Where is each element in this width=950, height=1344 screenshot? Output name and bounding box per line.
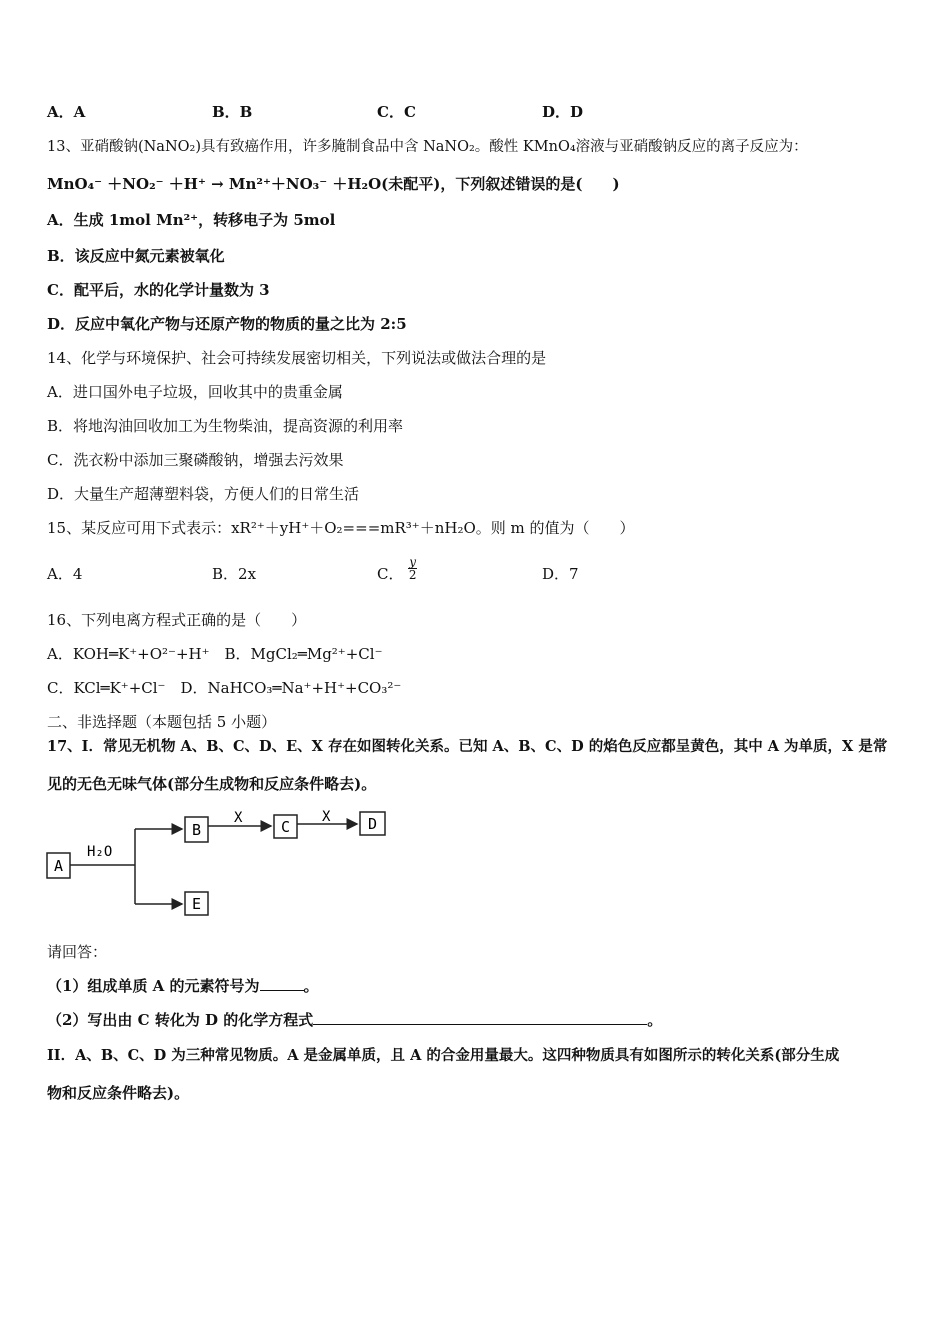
q17-sub-1-prefix: （1）组成单质 A 的元素符号为 (47, 977, 260, 995)
q12-option-a: A．A (47, 103, 86, 121)
q15-option-a: A．4 (47, 565, 83, 583)
conversion-diagram (44, 804, 394, 920)
q14-stem: 14、化学与环境保护、社会可持续发展密切相关，下列说法或做法合理的是 (47, 349, 547, 367)
label-x-2: X (322, 809, 331, 825)
please-answer: 请回答： (47, 943, 108, 961)
q15-option-b: B．2x (212, 565, 257, 583)
q12-option-b: B．B (212, 103, 253, 121)
q17-sub-1 (47, 976, 319, 996)
q15-stem: 15、某反应可用下式表示：xR²⁺＋yH⁺＋O₂===mR³⁺＋nH₂O。则 m 的值为（ ） (47, 519, 635, 537)
section-heading: 二、非选择题（本题包括 5 小题） (47, 713, 277, 731)
q13-option-b: B．该反应中氮元素被氧化 (47, 247, 225, 265)
q13-stem-line-2: MnO₄⁻ ＋NO₂⁻ ＋H⁺ → Mn²⁺＋NO₃⁻ ＋H₂O(未配平)，下列叙述错误的是( ) (47, 175, 620, 193)
q15-option-d: D．7 (542, 565, 579, 583)
q17-sub-2-prefix: （2）写出由 C 转化为 D 的化学方程式 (47, 1011, 314, 1029)
q13-option-a: A．生成 1mol Mn²⁺，转移电子为 5mol (47, 211, 336, 229)
q15-option-c-fraction (408, 556, 417, 581)
fraction-numerator: y (409, 555, 417, 569)
q15-option-c (377, 553, 417, 584)
label-h2o: H₂O (87, 844, 113, 860)
q15-option-c-label: C． (377, 565, 404, 583)
q17-sub-2 (47, 1010, 662, 1030)
q14-option-a: A．进口国外电子垃圾，回收其中的贵重金属 (47, 383, 343, 401)
q16-options-row-1: A．KOH═K⁺+O²⁻+H⁺ B．MgCl₂═Mg²⁺+Cl⁻ (47, 645, 383, 663)
q17-part2-line-1: II．A、B、C、D 为三种常见物质。A 是金属单质，且 A 的合金用量最大。这四种物质具有如图所示的转化关系(部分生成 (47, 1047, 840, 1064)
q17-part1-line-2: 见的无色无味气体(部分生成物和反应条件略去)。 (47, 775, 377, 793)
q14-option-d: D．大量生产超薄塑料袋，方便人们的日常生活 (47, 485, 360, 503)
q17-part1-line-1: 17、I．常见无机物 A、B、C、D、E、X 存在如图转化关系。已知 A、B、C、D 的焰色反应都呈黄色，其中 A 为单质，X 是常 (47, 738, 888, 755)
q16-options-row-2: C．KCl═K⁺+Cl⁻ D．NaHCO₃═Na⁺+H⁺+CO₃²⁻ (47, 679, 402, 697)
q12-option-c: C．C (377, 103, 416, 121)
fraction-denominator: 2 (408, 568, 417, 582)
q17-part2-line-2: 物和反应条件略去)。 (47, 1084, 190, 1102)
node-c-label: C (280, 818, 291, 836)
node-e-label: E (191, 895, 202, 913)
q12-option-d: D．D (542, 103, 584, 121)
q17-sub-2-suffix: 。 (647, 1011, 663, 1029)
q13-option-c: C．配平后，水的化学计量数为 3 (47, 281, 270, 299)
label-x-1: X (234, 810, 243, 826)
q14-option-b: B．将地沟油回收加工为生物柴油，提高资源的利用率 (47, 417, 404, 435)
node-d-label: D (367, 815, 378, 833)
q14-option-c: C．洗衣粉中添加三聚磷酸钠，增强去污效果 (47, 451, 344, 469)
q13-option-d: D．反应中氧化产物与还原产物的物质的量之比为 2:5 (47, 315, 407, 333)
q16-stem: 16、下列电离方程式正确的是（ ） (47, 611, 307, 629)
q17-sub-1-suffix: 。 (303, 977, 319, 995)
q13-stem-line-1: 13、亚硝酸钠(NaNO₂)具有致癌作用，许多腌制食品中含 NaNO₂。酸性 KMnO₄溶液与亚硝酸钠反应的离子反应为： (47, 139, 808, 155)
node-a-label: A (53, 857, 64, 875)
answer-blank-2[interactable] (313, 1010, 647, 1025)
node-b-label: B (191, 821, 202, 839)
answer-blank-1[interactable] (260, 976, 304, 991)
